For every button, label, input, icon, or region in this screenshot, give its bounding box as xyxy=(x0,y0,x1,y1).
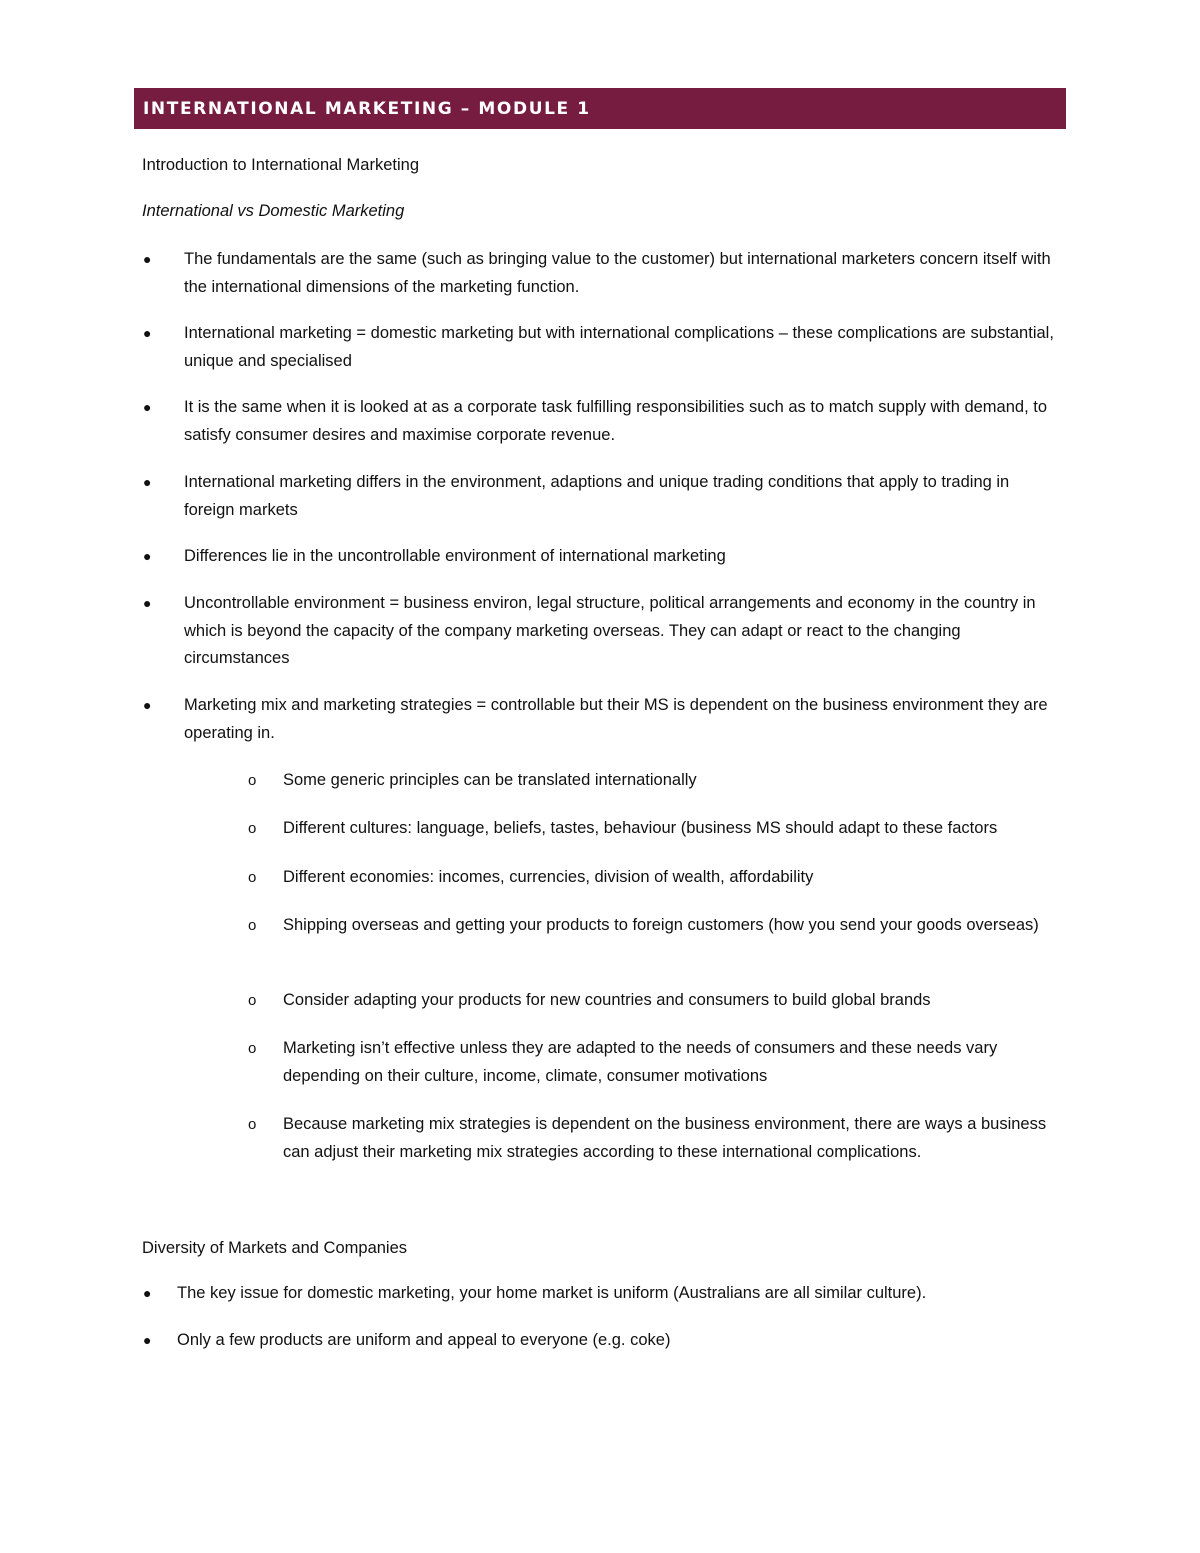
bullet-icon: ● xyxy=(143,1332,152,1348)
section-heading: Diversity of Markets and Companies xyxy=(142,1239,408,1257)
bullet-icon: ● xyxy=(143,251,152,267)
section-subheading: International vs Domestic Marketing xyxy=(142,202,405,220)
circle-bullet-icon: o xyxy=(248,917,257,934)
list-item-text: The fundamentals are the same (such as bringing value to the customer) but international marketers concern itself with the international dimensions of the marketing function. xyxy=(184,250,1051,296)
list-item-text: Only a few products are uniform and appeal to everyone (e.g. coke) xyxy=(177,1331,671,1349)
list-item-text: International marketing differs in the environment, adaptions and unique trading conditions that apply to trading in foreign markets xyxy=(184,473,1010,519)
list-item xyxy=(143,590,1064,673)
list-item-text: Marketing mix and marketing strategies = controllable but their MS is dependent on the business environment they are operating in. xyxy=(184,696,1048,742)
sub-list-item-text: Different economies: incomes, currencies, division of wealth, affordability xyxy=(283,868,814,886)
list-item-text: The key issue for domestic marketing, your home market is uniform (Australians are all similar culture). xyxy=(177,1284,927,1302)
sub-list-item xyxy=(248,767,1073,795)
list-item-text: International marketing = domestic marketing but with international complications – these complications are substantial, unique and specialised xyxy=(184,324,1054,370)
circle-bullet-icon: o xyxy=(248,820,257,837)
section-heading: Introduction to International Marketing xyxy=(142,156,419,174)
list-item xyxy=(143,394,1064,449)
bullet-icon: ● xyxy=(143,325,152,341)
circle-bullet-icon: o xyxy=(248,992,257,1009)
bullet-icon: ● xyxy=(143,1285,152,1301)
bullet-icon: ● xyxy=(143,595,152,611)
sub-list-item-text: Consider adapting your products for new countries and consumers to build global brands xyxy=(283,991,931,1009)
list-item xyxy=(143,1280,1067,1308)
circle-bullet-icon: o xyxy=(248,1116,257,1133)
list-item xyxy=(143,320,1064,375)
list-item-text: Uncontrollable environment = business environ, legal structure, political arrangements and economy in the country in which is beyond the capacity of the company marketing overseas. They can adapt or react to the changing circumstances xyxy=(184,594,1036,667)
sub-list-item xyxy=(248,912,1043,940)
sub-list-item-text: Different cultures: language, beliefs, tastes, behaviour (business MS should adapt to these factors xyxy=(283,819,998,837)
list-item-text: Differences lie in the uncontrollable environment of international marketing xyxy=(184,547,726,565)
list-item xyxy=(143,1327,1067,1355)
list-item xyxy=(143,692,1064,747)
bullet-icon: ● xyxy=(143,548,152,564)
sub-list-item xyxy=(248,1111,1073,1166)
sub-list-item-text: Marketing isn’t effective unless they are adapted to the needs of consumers and these needs vary depending on their culture, income, climate, consumer motivations xyxy=(283,1039,998,1085)
sub-list-item-text: Shipping overseas and getting your products to foreign customers (how you send your goods overseas) xyxy=(283,916,1039,934)
sub-list-item xyxy=(248,864,1073,892)
sub-list-item xyxy=(248,987,1073,1015)
list-item-text: It is the same when it is looked at as a corporate task fulfilling responsibilities such as to match supply with demand, to satisfy consumer desires and maximise corporate revenue. xyxy=(184,398,1048,444)
list-item xyxy=(143,543,1064,571)
title-banner xyxy=(134,88,1066,129)
bullet-icon: ● xyxy=(143,474,152,490)
bullet-icon: ● xyxy=(143,697,152,713)
sub-list-item xyxy=(248,815,1073,843)
sub-list-item-text: Some generic principles can be translated internationally xyxy=(283,771,697,789)
sub-list-item xyxy=(248,1035,1073,1090)
list-item xyxy=(143,246,1064,301)
document-title: INTERNATIONAL MARKETING – MODULE 1 xyxy=(143,98,591,119)
circle-bullet-icon: o xyxy=(248,1040,257,1057)
sub-list-item-text: Because marketing mix strategies is dependent on the business environment, there are ways a business can adjust their marketing mix strategies according to these international complications. xyxy=(283,1115,1047,1161)
circle-bullet-icon: o xyxy=(248,869,257,886)
bullet-icon: ● xyxy=(143,399,152,415)
circle-bullet-icon: o xyxy=(248,772,257,789)
list-item xyxy=(143,469,1064,524)
